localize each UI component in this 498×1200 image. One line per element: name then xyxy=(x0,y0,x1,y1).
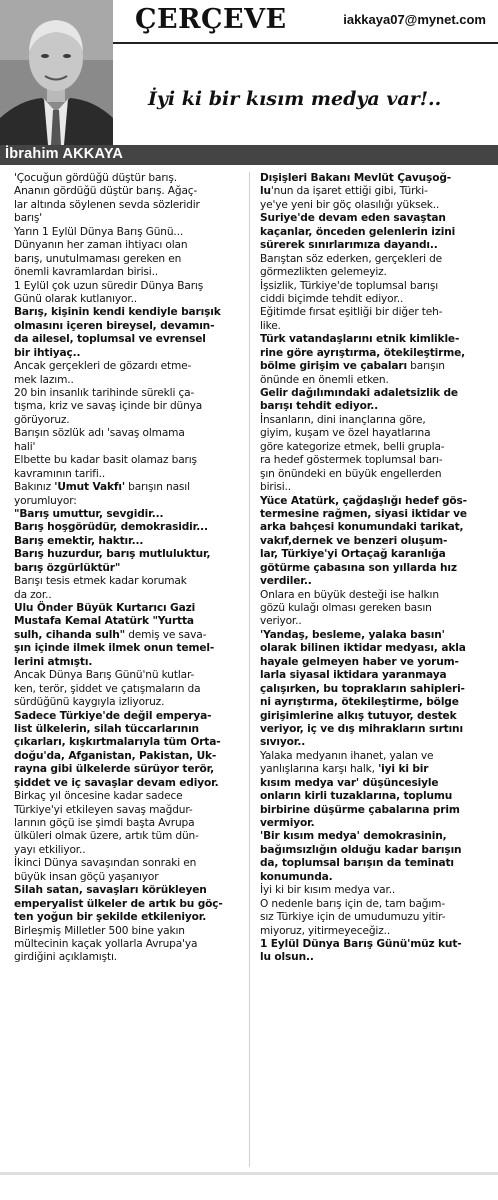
article-text-line: lar altında söylenen sevda sözleridir xyxy=(14,198,200,211)
article-text-line: Barıştan söz ederken, gerçekleri de xyxy=(260,252,443,265)
article-text-line: lar, Türkiye'yi Ortaçağ karanlığa xyxy=(260,548,446,561)
article-text-line: yayı etkiliyor.. xyxy=(14,843,86,856)
article-text-line: list ülkelerin, silah tüccarlarının xyxy=(14,722,199,735)
article-text-line: Suriye'de devam eden savaştan xyxy=(260,212,446,225)
article-text-line: emperyalist ülkeler de artık bu göç- xyxy=(14,897,223,910)
article-text-line: olmasını içeren bireysel, devamın- xyxy=(14,319,215,332)
article-text-line: sıvıyor.. xyxy=(260,736,306,749)
article-text-line: doğu'da, Afganistan, Pakistan, Uk- xyxy=(14,749,217,762)
article-text-line: Barışın sözlük adı 'savaş olmama xyxy=(14,427,185,440)
article-text-line: barış, unutulmaması gereken en xyxy=(14,252,182,265)
article-right-column xyxy=(260,172,492,965)
article-text-line: larla siyasal iktidara yaranmaya xyxy=(260,669,447,682)
article-text-line: tışma, kriz ve savaş içinde bir dünya xyxy=(14,400,203,413)
article-text-line: onların kirli tuzaklarına, toplumu xyxy=(260,790,453,803)
article-text-line: ye'ye yeni bir göç olasılığı yüksek.. xyxy=(260,198,440,211)
author-portrait-image xyxy=(0,0,113,145)
article-text-line: İşsizlik, Türkiye'de toplumsal barışı xyxy=(260,279,438,292)
article-text-line: gözü kulağı olması gereken basın xyxy=(260,602,432,614)
article-text-line: bölme girişim ve çabaları barışın xyxy=(260,360,445,373)
article-text-line: Dışişleri Bakanı Mevlüt Çavuşoğ- xyxy=(260,172,451,184)
article-text-line: yorumluyor: xyxy=(14,494,77,507)
article-text-line: hali' xyxy=(14,440,36,453)
column-title-bar xyxy=(113,4,498,44)
article-text-line: larının göçü ise şimdi başta Avrupa xyxy=(14,817,195,829)
article-text-line: büyük insan göçü yaşanıyor xyxy=(14,870,159,883)
article-text-line: İkinci Dünya savaşından sonraki en xyxy=(14,857,197,870)
article-headline: İyi ki bir kısım medya var!.. xyxy=(148,88,442,110)
article-text-line: Mustafa Kemal Atatürk "Yurtta xyxy=(14,615,194,628)
article-text-line: Onlara en büyük desteği ise halkın xyxy=(260,588,439,601)
article-text-line: Yalaka medyanın ihanet, yalan ve xyxy=(260,749,434,762)
column-title: ÇERÇEVE xyxy=(135,4,287,35)
article-text-line: mek lazım.. xyxy=(14,373,74,386)
author-email[interactable]: iakkaya07@mynet.com xyxy=(343,12,486,27)
column-divider xyxy=(249,172,250,1167)
article-text-line: barış' xyxy=(14,212,43,225)
article-text-line: vermiyor. xyxy=(260,817,315,829)
article-text-line: da zor.. xyxy=(14,588,52,601)
article-text-line: 1 Eylül çok uzun süredir Dünya Barış xyxy=(14,279,204,292)
article-text-line: Türkiye'yi etkileyen savaş mağdur- xyxy=(14,803,193,816)
article-text-line: götürme çabasına son yıllarda hız xyxy=(260,561,457,574)
article-text-line: like. xyxy=(260,319,281,332)
article-text-line: ciddi biçimde tehdit ediyor.. xyxy=(260,292,404,305)
article-text-line: önemli kavramlardan birisi.. xyxy=(14,266,159,279)
article-text-line: sürdüğünü kaygıyla izliyoruz. xyxy=(14,696,165,709)
article-text-line: Yüce Atatürk, çağdaşlığı hedef gös- xyxy=(260,494,467,507)
article-text-line: şın içinde ilmek ilmek onun temel- xyxy=(14,642,215,655)
article-text-line: ra hedef göstermek toplumsal barı- xyxy=(260,454,443,467)
article-text-line: "Barış umuttur, sevgidir... xyxy=(14,507,164,520)
bottom-rule xyxy=(0,1172,498,1175)
article-text-line: sız Türkiye için de umudumuzu yitir- xyxy=(260,911,446,924)
article-text-line: Silah satan, savaşları körükleyen xyxy=(14,884,207,897)
article-text-line: önünde en önemli etken. xyxy=(260,373,389,386)
article-text-line: bir ihtiyaç.. xyxy=(14,346,81,359)
article-text-line: 'Çocuğun gördüğü düştür barış. xyxy=(14,172,177,184)
article-text-line: 'Yandaş, besleme, yalaka basın' xyxy=(260,628,445,641)
article-text-line: konumunda. xyxy=(260,870,333,883)
article-text-line: bağımsızlığın olduğu kadar barışın xyxy=(260,843,462,856)
article-text-line: Birkaç yıl öncesine kadar sadece xyxy=(14,790,183,803)
article-text-line: Barışı tesis etmek kadar korumak xyxy=(14,575,187,588)
article-text-line: rine göre ayrıştırma, ötekileştirme, xyxy=(260,346,466,359)
article-text-line: Barış huzurdur, barış mutluluktur, xyxy=(14,548,211,561)
article-text-line: girişimlerine alkış tutuyor, destek xyxy=(260,709,457,722)
article-text-line: olarak bilinen iktidar medyası, akla xyxy=(260,642,466,655)
author-name: İbrahim AKKAYA xyxy=(5,146,124,162)
article-text-line: Barış hoşgörüdür, demokrasidir... xyxy=(14,521,208,534)
article-text-line: Ananın gördüğü düştür barış. Ağaç- xyxy=(14,185,198,198)
article-text-line: lu olsun.. xyxy=(260,951,314,964)
article-text-line: Elbette bu kadar basit olamaz barış xyxy=(14,454,197,467)
article-text-line: görmezlikten gelemeyiz. xyxy=(260,266,387,279)
author-photo xyxy=(0,0,113,145)
article-text-line: çıkarları, kışkırtmalarıyla tüm Orta- xyxy=(14,736,221,749)
article-text-line: ken, terör, şiddet ve çatışmaların da xyxy=(14,682,201,695)
article-text-line: veriyor, iç ve dış mihrakların sırtını xyxy=(260,722,463,735)
article-text-line: Sadece Türkiye'de değil emperya- xyxy=(14,709,212,722)
article-text-line: Ancak Dünya Barış Günü'nü kutlar- xyxy=(14,669,195,682)
article-text-line: göre kategorize etmek, belli grupla- xyxy=(260,440,445,453)
article-left-column xyxy=(14,172,246,965)
article-text-line: giyim, kuşam ve özel hayatlarına xyxy=(260,427,431,440)
article-text-line: görüyoruz. xyxy=(14,413,70,426)
article-text-line: kısım medya var' düşüncesiyle xyxy=(260,776,439,789)
article-text-line: barış özgürlüktür" xyxy=(14,561,121,574)
article-text-line: ülküleri olmak üzere, artık tüm dün- xyxy=(14,830,199,843)
article-text-line: lerini atmıştı. xyxy=(14,655,93,668)
article-text-line: Dünyanın her zaman ihtiyacı olan xyxy=(14,239,188,252)
article-text-line: arka bahçesi konumundaki tarikat, xyxy=(260,521,464,534)
article-text-line: kaçanlar, önceden gelenlerin izini xyxy=(260,225,456,238)
article-text-line: rayna gibi ülkelerde sürüyor terör, xyxy=(14,763,214,776)
article-text-line: şın önündeki en büyük engellerden xyxy=(260,467,442,480)
article-text-line: Gelir dağılımındaki adaletsizlik de xyxy=(260,387,458,399)
article-text-line: birisi.. xyxy=(260,481,291,494)
article-text-line: Günü olarak kutlanıyor.. xyxy=(14,292,138,305)
article-text-line: da, toplumsal barışın da teminatı xyxy=(260,857,454,870)
article-text-line: termesine rağmen, siyasi iktidar ve xyxy=(260,507,467,520)
article-text-line: 20 bin insanlık tarihinde sürekli ça- xyxy=(14,387,195,399)
article-text-line: veriyor.. xyxy=(260,615,302,628)
article-text-line: 1 Eylül Dünya Barış Günü'müz kut- xyxy=(260,937,462,950)
article-text-line: çalışırken, bu toprakların sahipleri- xyxy=(260,682,465,695)
article-text-line: girdiğini açıklamıştı. xyxy=(14,951,117,964)
article-text-line: barışı tehdit ediyor.. xyxy=(260,400,379,413)
article-text-line: İyi ki bir kısım medya var.. xyxy=(260,884,396,897)
article-text-line: birbirine düşürme çabalarına prim xyxy=(260,803,460,816)
article-text-line: İnsanların, dini inançlarına göre, xyxy=(260,413,426,426)
article-text-line: yanlışlarına karşı halk, 'iyi ki bir xyxy=(260,763,429,776)
article-text-line: Eğitimde fırsat eşitliği bir diğer teh- xyxy=(260,306,443,319)
article-text-line: sürerek sınırlarımıza dayandı.. xyxy=(260,239,438,252)
article-text-line: Türk vatandaşlarını etnik kimlikle- xyxy=(260,333,460,346)
column-header xyxy=(0,0,498,165)
article-text-line: Ulu Önder Büyük Kurtarıcı Gazi xyxy=(14,602,196,614)
article-text-line: ten yoğun bir şekilde etkileniyor. xyxy=(14,911,207,924)
article-text-line: Ancak gerçekleri de gözardı etme- xyxy=(14,360,192,373)
article-text-line: Barış emektir, haktır... xyxy=(14,534,144,547)
article-text-line: kavramının tarifi.. xyxy=(14,467,106,480)
author-name-bar xyxy=(0,145,498,165)
article-text-line: mültecinin kaçak yollarla Avrupa'ya xyxy=(14,937,198,950)
article-text-line: 'Bir kısım medya' demokrasinin, xyxy=(260,830,447,843)
article-text-line: miyoruz, yitirmeyeceğiz.. xyxy=(260,924,391,937)
article-text-line: sulh, cihanda sulh" demiş ve sava- xyxy=(14,628,207,641)
article-text-line: da ailesel, toplumsal ve evrensel xyxy=(14,333,206,346)
article-text-line: lu'nun da işaret ettiği gibi, Türki- xyxy=(260,185,428,198)
article-text-line: vakıf,dernek ve benzeri oluşum- xyxy=(260,534,448,547)
article-text-line: Barış, kişinin kendi kendiyle barışık xyxy=(14,306,221,319)
article-text-line: verdiler.. xyxy=(260,575,312,588)
article-text-line: şiddet ve iç savaşlar devam ediyor. xyxy=(14,776,219,789)
article-text-line: Bakınız 'Umut Vakfı' barışın nasıl xyxy=(14,481,190,494)
article-text-line: ni ayrıştırma, ötekileştirme, bölge xyxy=(260,696,459,709)
article-text-line: O nedenle barış için de, tam bağım- xyxy=(260,897,446,910)
article-text-line: Birleşmiş Milletler 500 bine yakın xyxy=(14,924,185,937)
article-text-line: Yarın 1 Eylül Dünya Barış Günü... xyxy=(14,225,184,238)
article-text-line: hayale gelmeyen haber ve yorum- xyxy=(260,655,459,668)
